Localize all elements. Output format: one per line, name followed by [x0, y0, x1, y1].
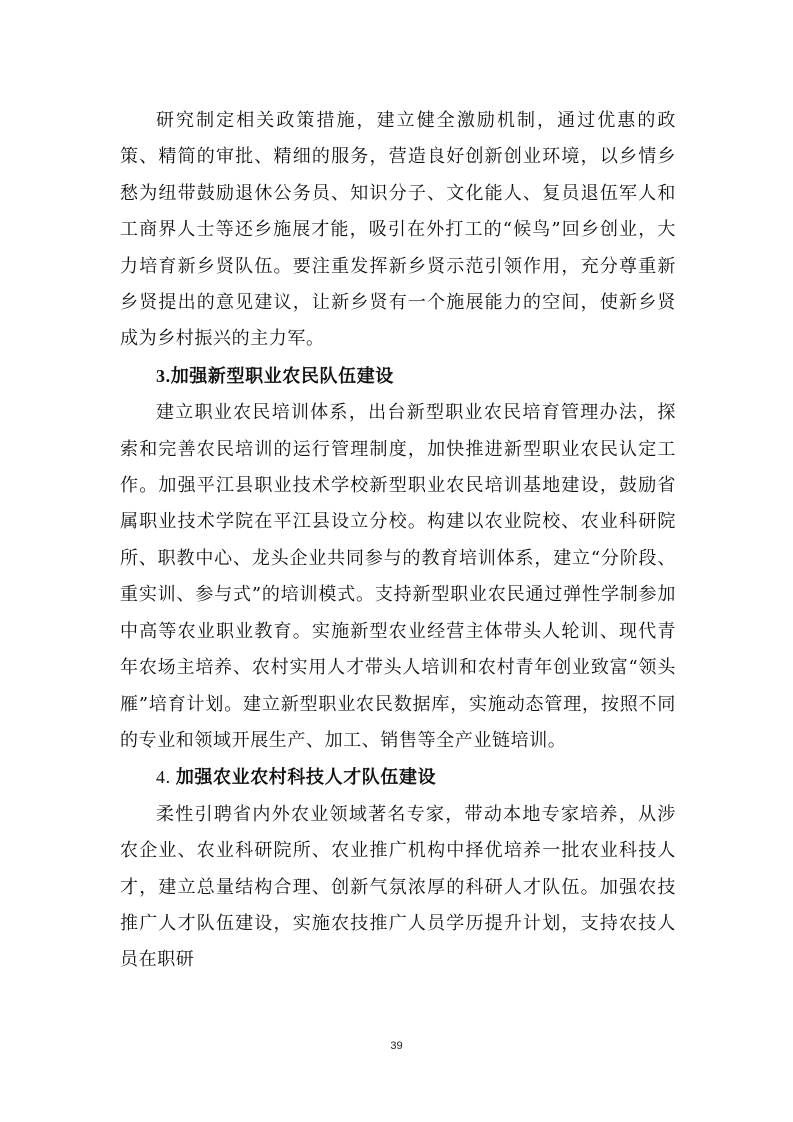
section-heading-4-number: 4. — [156, 767, 176, 788]
section-heading-3-text: 加强新型职业农民队伍建设 — [170, 365, 394, 387]
paragraph-professional-farmers: 建立职业农民培训体系，出台新型职业农民培育管理办法，探索和完善农民培训的运行管理制度，加快推进新型职业农民认定工作。加强平江县职业技术学校新型职业农民培训基地建设，鼓励省属职业技术学院在平江县设立分校。构建以农业院校、农业科研院所、职教中心、龙头企业共同参与的教育培训体系，建立“分阶段、重实训、参与式”的培训模式。支持新型职业农民通过弹性学制参加中高等农业职业教育。实施新型农业经营主体带头人轮训、现代青年农场主培养、农村实用人才带头人培训和农村青年创业致富“领头雁”培育计划。建立新型职业农民数据库，实施动态管理，按照不同的专业和领域开展生产、加工、销售等全产业链培训。 — [120, 402, 676, 751]
section-heading-3 — [120, 358, 676, 395]
page-number: 39 — [390, 1040, 403, 1052]
section-heading-3-number: 3. — [156, 365, 171, 386]
section-heading-4 — [120, 759, 676, 796]
document-body — [120, 103, 676, 979]
paragraph-sci-tech-talent: 柔性引聘省内外农业领域著名专家，带动本地专家培养，从涉农企业、农业科研院所、农业推广机构中择优培养一批农业科技人才，建立总量结构合理、创新气氛浓厚的科研人才队伍。加强农技推广人才队伍建设，实施农技推广人员学历提升计划，支持农技人员在职研 — [120, 803, 676, 971]
paragraph-new-gentry: 研究制定相关政策措施，建立健全激励机制，通过优惠的政策、精简的审批、精细的服务，营造良好创新创业环境，以乡情乡愁为纽带鼓励退休公务员、知识分子、文化能人、复员退伍军人和工商界人士等还乡施展才能，吸引在外打工的“候鸟”回乡创业，大力培育新乡贤队伍。要注重发挥新乡贤示范引领作用，充分尊重新乡贤提出的意见建议，让新乡贤有一个施展能力的空间，使新乡贤成为乡村振兴的主力军。 — [120, 110, 676, 350]
section-heading-4-text: 加强农业农村科技人才队伍建设 — [175, 767, 437, 789]
